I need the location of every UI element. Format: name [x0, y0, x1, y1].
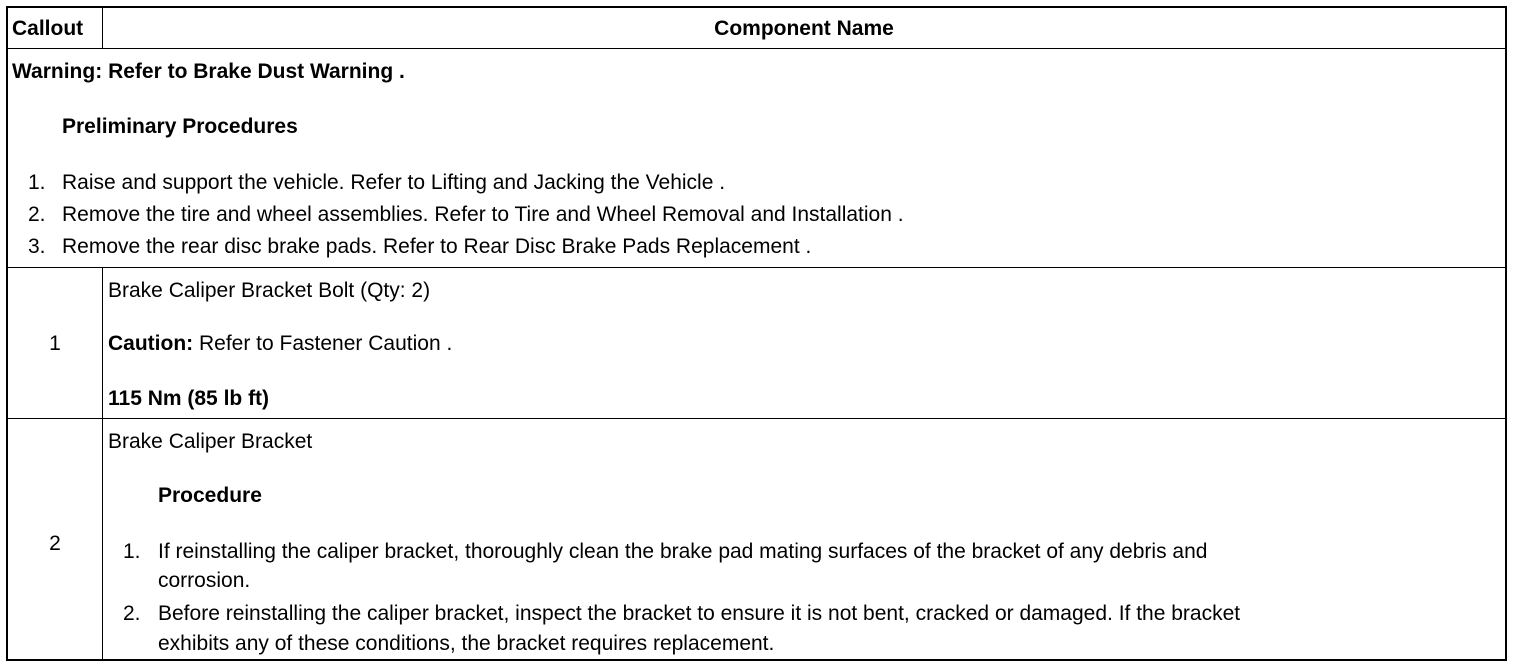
row1-caution-text: Refer to Fastener Caution . [199, 332, 453, 355]
row1-torque: 115 Nm (85 lb ft) [108, 387, 270, 410]
column-divider-body [102, 267, 103, 659]
row2-callout: 2 [49, 532, 61, 555]
prelim-step-1-text: Raise and support the vehicle. Refer to Lifting and Jacking the Vehicle . [62, 171, 726, 194]
row2-component-name: Brake Caliper Bracket [108, 430, 313, 453]
header-divider [8, 48, 1505, 49]
row2-step-2-line1: Before reinstalling the caliper bracket, inspect the bracket to ensure it is not bent, cracked or damaged. If the bracket [158, 602, 1241, 625]
row2-step-2-num: 2. [123, 602, 141, 625]
preliminary-divider [8, 267, 1505, 268]
row1-callout: 1 [49, 332, 61, 355]
warning-label: Warning: [12, 60, 103, 83]
row1-caution-label: Caution: [108, 332, 194, 355]
header-callout: Callout [12, 17, 84, 40]
row1-caution-line [108, 332, 452, 356]
warning-text: Refer to Brake Dust Warning . [108, 60, 405, 83]
prelim-step-1-num: 1. [28, 171, 46, 194]
row2-step-1-line2: corrosion. [158, 569, 251, 592]
row2-step-1-num: 1. [123, 540, 141, 563]
components-table [6, 6, 1507, 661]
row2-procedure-heading: Procedure [158, 484, 262, 507]
row1-component-name: Brake Caliper Bracket Bolt (Qty: 2) [108, 279, 431, 302]
row2-step-2-line2: exhibits any of these conditions, the bracket requires replacement. [158, 632, 775, 655]
preliminary-heading: Preliminary Procedures [62, 115, 298, 138]
prelim-step-3-num: 3. [28, 235, 46, 258]
header-component-name: Component Name [714, 17, 894, 40]
prelim-step-3-text: Remove the rear disc brake pads. Refer to Rear Disc Brake Pads Replacement . [62, 235, 812, 258]
prelim-step-2-text: Remove the tire and wheel assemblies. Refer to Tire and Wheel Removal and Installation . [62, 203, 904, 226]
row2-step-1-line1: If reinstalling the caliper bracket, thoroughly clean the brake pad mating surfaces of the bracket of any debris and [158, 540, 1208, 563]
row1-divider [8, 418, 1505, 419]
prelim-step-2-num: 2. [28, 203, 46, 226]
warning-line [12, 60, 405, 84]
